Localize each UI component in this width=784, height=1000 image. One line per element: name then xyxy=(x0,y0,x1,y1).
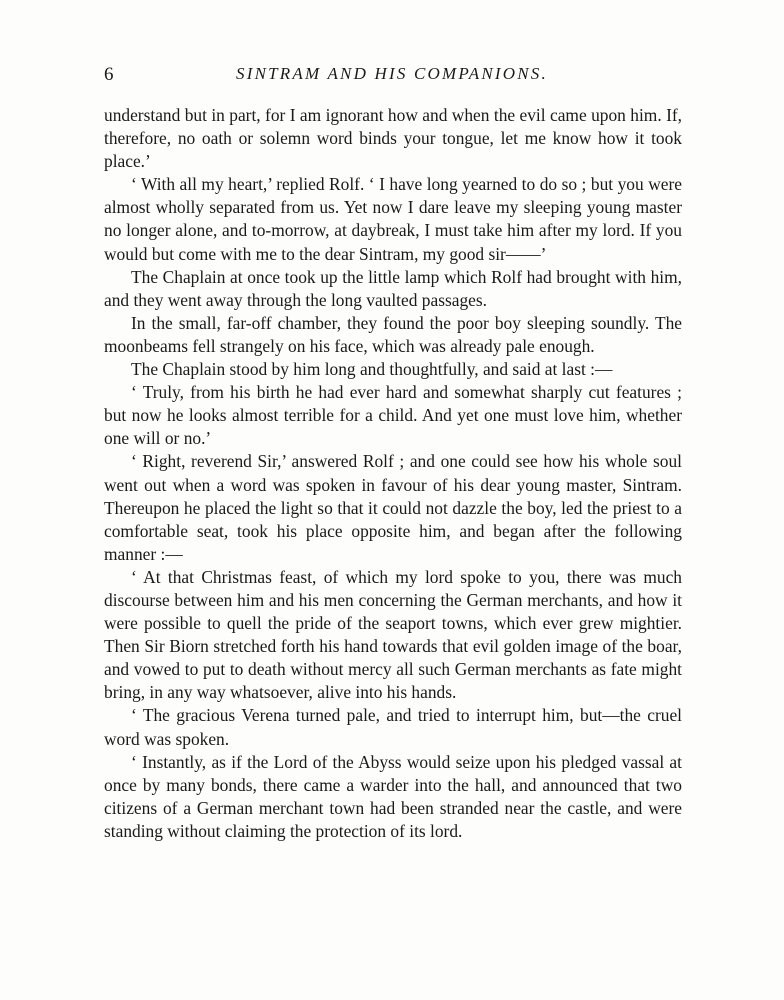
paragraph: ‘ Instantly, as if the Lord of the Abyss would seize upon his pledged vassal at once by many bonds, there came a warder into the hall, and announced that two citizens of a German merchant town had been stranded near the castle, and were standing without claiming the protection of its lord. xyxy=(104,751,682,841)
paragraph: In the small, far-off chamber, they found the poor boy sleeping soundly. The moonbeams fell strangely on his face, which was already pale enough. xyxy=(104,312,682,356)
paragraph: ‘ The gracious Verena turned pale, and tried to interrupt him, but—the cruel word was spoken. xyxy=(104,705,682,749)
body-text xyxy=(104,104,682,843)
running-title: SINTRAM AND HIS COMPANIONS. xyxy=(236,64,548,83)
paragraph: ‘ With all my heart,’ replied Rolf. ‘ I have long yearned to do so ; but you were almost wholly separated from us. Yet now I dare leave my sleeping young master no longer alone, and to-morrow, at daybreak, I must take him after my lord. If you would but come with me to the dear Sintram, my good sir——’ xyxy=(104,174,682,264)
page-number: 6 xyxy=(104,64,114,85)
paragraph: ‘ At that Christmas feast, of which my lord spoke to you, there was much discourse between him and his men concerning the German merchants, and how it were possible to quell the pride of the seaport towns, which ever grew mightier. Then Sir Biorn stretched forth his hand towards that evil golden image of the boar, and vowed to put to death without mercy all such German merchants as fate might bring, in any way whatsoever, alive into his hands. xyxy=(104,566,682,703)
paragraph: The Chaplain stood by him long and thoughtfully, and said at last :— xyxy=(131,359,613,380)
paragraph-continuation: understand but in part, for I am ignorant how and when the evil came upon him. If, therefore, no oath or solemn word binds your tongue, let me know how it took place.’ xyxy=(104,105,682,172)
paragraph: ‘ Truly, from his birth he had ever hard and somewhat sharply cut features ; but now he looks almost terrible for a child. And yet one must love him, whether one will or no.’ xyxy=(104,382,682,449)
paragraph: The Chaplain at once took up the little lamp which Rolf had brought with him, and they went away through the long vaulted passages. xyxy=(104,266,682,310)
paragraph: ‘ Right, reverend Sir,’ answered Rolf ; and one could see how his whole soul went out when a word was spoken in favour of his dear young master, Sintram. Thereupon he placed the light so that it could not dazzle the boy, led the priest to a comfortable seat, took his place opposite him, and began after the following manner :— xyxy=(104,451,682,564)
running-head xyxy=(104,64,680,88)
